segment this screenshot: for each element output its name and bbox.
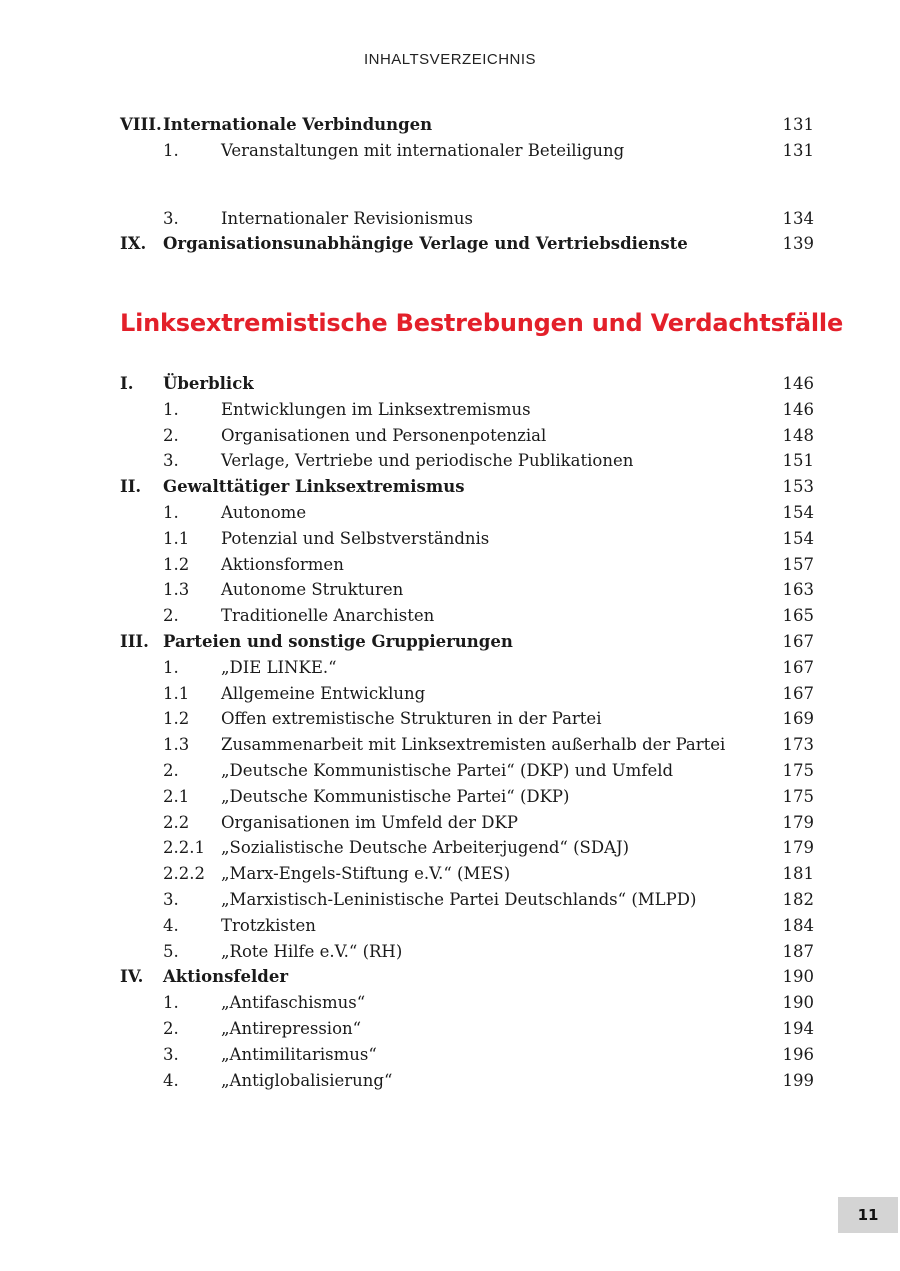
toc-number: 1.2 — [163, 554, 190, 574]
toc-page: 131 — [782, 115, 814, 134]
toc-entry[interactable] — [120, 1042, 814, 1068]
toc-page: 196 — [782, 1044, 814, 1064]
toc-entry[interactable] — [120, 861, 814, 887]
toc-entry[interactable] — [120, 500, 814, 526]
toc-number: 3. — [163, 208, 179, 228]
toc-title: Autonome Strukturen — [221, 580, 404, 600]
toc-title: „Antimilitarismus“ — [221, 1044, 377, 1064]
toc-entry[interactable] — [120, 397, 814, 423]
toc-title: Trotzkisten — [221, 915, 316, 935]
toc-title: Verlage, Vertriebe und periodische Publikationen — [221, 451, 634, 471]
toc-number: 1. — [163, 502, 179, 522]
toc-title: Autonome — [221, 502, 307, 522]
toc-main-block — [120, 371, 814, 1093]
toc-page: 190 — [782, 993, 814, 1013]
toc-number: II. — [120, 477, 142, 497]
toc-title: „Antirepression“ — [221, 1018, 362, 1038]
section-heading: Linksextremistische Bestrebungen und Verdachtsfälle — [120, 309, 844, 337]
toc-number: 1.1 — [163, 683, 190, 703]
toc-entry[interactable] — [120, 1016, 814, 1042]
toc-number: 2.2 — [163, 812, 190, 832]
toc-title: „DIE LINKE.“ — [221, 657, 337, 677]
toc-entry[interactable] — [120, 448, 814, 474]
toc-page: 167 — [782, 683, 814, 703]
toc-page: 173 — [782, 735, 814, 755]
toc-title: „Deutsche Kommunistische Partei“ (DKP) und Umfeld — [221, 760, 674, 780]
toc-entry[interactable] — [120, 603, 814, 629]
toc-page: 169 — [782, 709, 814, 729]
toc-page: 179 — [782, 838, 814, 858]
toc-entry[interactable] — [120, 913, 814, 939]
toc-page: 148 — [782, 425, 814, 445]
toc-page: 131 — [782, 140, 814, 160]
toc-entry[interactable] — [120, 629, 814, 655]
toc-page: 184 — [782, 915, 814, 935]
toc-entry[interactable] — [120, 939, 814, 965]
page-number: 11 — [838, 1197, 898, 1233]
toc-page: 175 — [782, 760, 814, 780]
toc-entry[interactable] — [120, 138, 814, 164]
toc-page: 157 — [782, 554, 814, 574]
toc-title: Organisationen und Personenpotenzial — [221, 425, 547, 445]
toc-entry[interactable] — [120, 655, 814, 681]
toc-entry[interactable] — [120, 706, 814, 732]
toc-top-block — [120, 112, 814, 257]
toc-entry[interactable] — [120, 784, 814, 810]
toc-number: IX. — [120, 234, 147, 254]
toc-title: „Sozialistische Deutsche Arbeiterjugend“ (SDAJ) — [221, 838, 630, 858]
toc-title: Aktionsfelder — [163, 967, 289, 987]
toc-title: Organisationsunabhängige Verlage und Vertriebsdienste — [163, 234, 688, 254]
toc-number: 2. — [163, 425, 179, 445]
toc-title: Internationale Verbindungen — [163, 115, 433, 134]
toc-page: 194 — [782, 1018, 814, 1038]
toc-entry[interactable] — [120, 758, 814, 784]
toc-entry[interactable] — [120, 371, 814, 397]
toc-title: Überblick — [163, 374, 254, 393]
toc-number: IV. — [120, 967, 144, 987]
toc-title: Zusammenarbeit mit Linksextremisten außerhalb der Partei — [221, 735, 726, 755]
toc-title: Traditionelle Anarchisten — [221, 606, 435, 626]
toc-page: 175 — [782, 786, 814, 806]
toc-page: 139 — [782, 234, 814, 254]
toc-entry[interactable] — [120, 552, 814, 578]
toc-title: Potenzial und Selbstverständnis — [221, 528, 490, 548]
toc-page: 190 — [782, 967, 814, 987]
toc-page: 154 — [782, 528, 814, 548]
toc-number: VIII. — [120, 115, 162, 134]
toc-page: 163 — [782, 580, 814, 600]
toc-page: 181 — [782, 864, 814, 884]
toc-number: 2. — [163, 1018, 179, 1038]
toc-title: „Marx-Engels-Stiftung e.V.“ (MES) — [221, 864, 511, 884]
toc-entry[interactable] — [120, 231, 814, 257]
toc-number: 3. — [163, 451, 179, 471]
toc-number: 5. — [163, 941, 179, 961]
toc-entry[interactable] — [120, 112, 814, 138]
toc-entry[interactable] — [120, 990, 814, 1016]
toc-page: 187 — [782, 941, 814, 961]
toc-number: 1.3 — [163, 580, 190, 600]
toc-entry[interactable] — [120, 577, 814, 603]
toc-title: Aktionsformen — [221, 554, 344, 574]
toc-number: 2. — [163, 606, 179, 626]
toc-number: III. — [120, 631, 149, 651]
toc-entry[interactable] — [120, 526, 814, 552]
toc-title: Veranstaltungen mit internationaler Beteiligung — [221, 140, 625, 160]
toc-page: 199 — [782, 1070, 814, 1090]
toc-page: 167 — [782, 657, 814, 677]
toc-number: 1.2 — [163, 709, 190, 729]
toc-number: 1. — [163, 657, 179, 677]
toc-number: 2.2.1 — [163, 838, 205, 858]
toc-title: „Marxistisch-Leninistische Partei Deutschlands“ (MLPD) — [221, 889, 697, 909]
toc-entry[interactable] — [120, 887, 814, 913]
toc-title: „Rote Hilfe e.V.“ (RH) — [221, 941, 403, 961]
toc-page: 179 — [782, 812, 814, 832]
toc-title: Parteien und sonstige Gruppierungen — [163, 631, 513, 651]
toc-number: 2. — [163, 760, 179, 780]
toc-entry[interactable] — [120, 681, 814, 707]
toc-number: 4. — [163, 915, 179, 935]
toc-title: Offen extremistische Strukturen in der Partei — [221, 709, 602, 729]
toc-number: 1. — [163, 399, 179, 419]
toc-number: 1. — [163, 993, 179, 1013]
toc-page: 153 — [782, 477, 814, 497]
toc-page: 154 — [782, 502, 814, 522]
toc-page: 151 — [782, 451, 814, 471]
toc-title: Organisationen im Umfeld der DKP — [221, 812, 518, 832]
toc-entry[interactable] — [120, 1068, 814, 1094]
toc-title: Allgemeine Entwicklung — [221, 683, 426, 703]
toc-entry[interactable] — [120, 474, 814, 500]
toc-entry[interactable] — [120, 835, 814, 861]
toc-number: 4. — [163, 1070, 179, 1090]
toc-title: „Antiglobalisierung“ — [221, 1070, 393, 1090]
toc-number: 2.1 — [163, 786, 190, 806]
toc-title: „Deutsche Kommunistische Partei“ (DKP) — [221, 786, 570, 806]
toc-entry[interactable] — [120, 810, 814, 836]
toc-number: 3. — [163, 889, 179, 909]
toc-page: 146 — [782, 399, 814, 419]
toc-entry[interactable] — [120, 423, 814, 449]
toc-page: 134 — [782, 208, 814, 228]
blank-gap — [120, 164, 814, 206]
toc-title: Gewalttätiger Linksextremismus — [163, 477, 465, 497]
toc-entry[interactable] — [120, 206, 814, 232]
toc-page: 165 — [782, 606, 814, 626]
toc-number: I. — [120, 374, 134, 393]
toc-number: 1.1 — [163, 528, 190, 548]
toc-entry[interactable] — [120, 964, 814, 990]
toc-title: Internationaler Revisionismus — [221, 208, 473, 228]
toc-entry[interactable] — [120, 732, 814, 758]
toc-page: 167 — [782, 631, 814, 651]
toc-number: 3. — [163, 1044, 179, 1064]
toc-page: 146 — [782, 374, 814, 393]
toc-number: 1. — [163, 140, 179, 160]
toc-number: 1.3 — [163, 735, 190, 755]
toc-number: 2.2.2 — [163, 864, 205, 884]
toc-title: Entwicklungen im Linksextremismus — [221, 399, 531, 419]
toc-title: „Antifaschismus“ — [221, 993, 366, 1013]
running-head: INHALTSVERZEICHNIS — [363, 51, 537, 68]
toc-page: 182 — [782, 889, 814, 909]
